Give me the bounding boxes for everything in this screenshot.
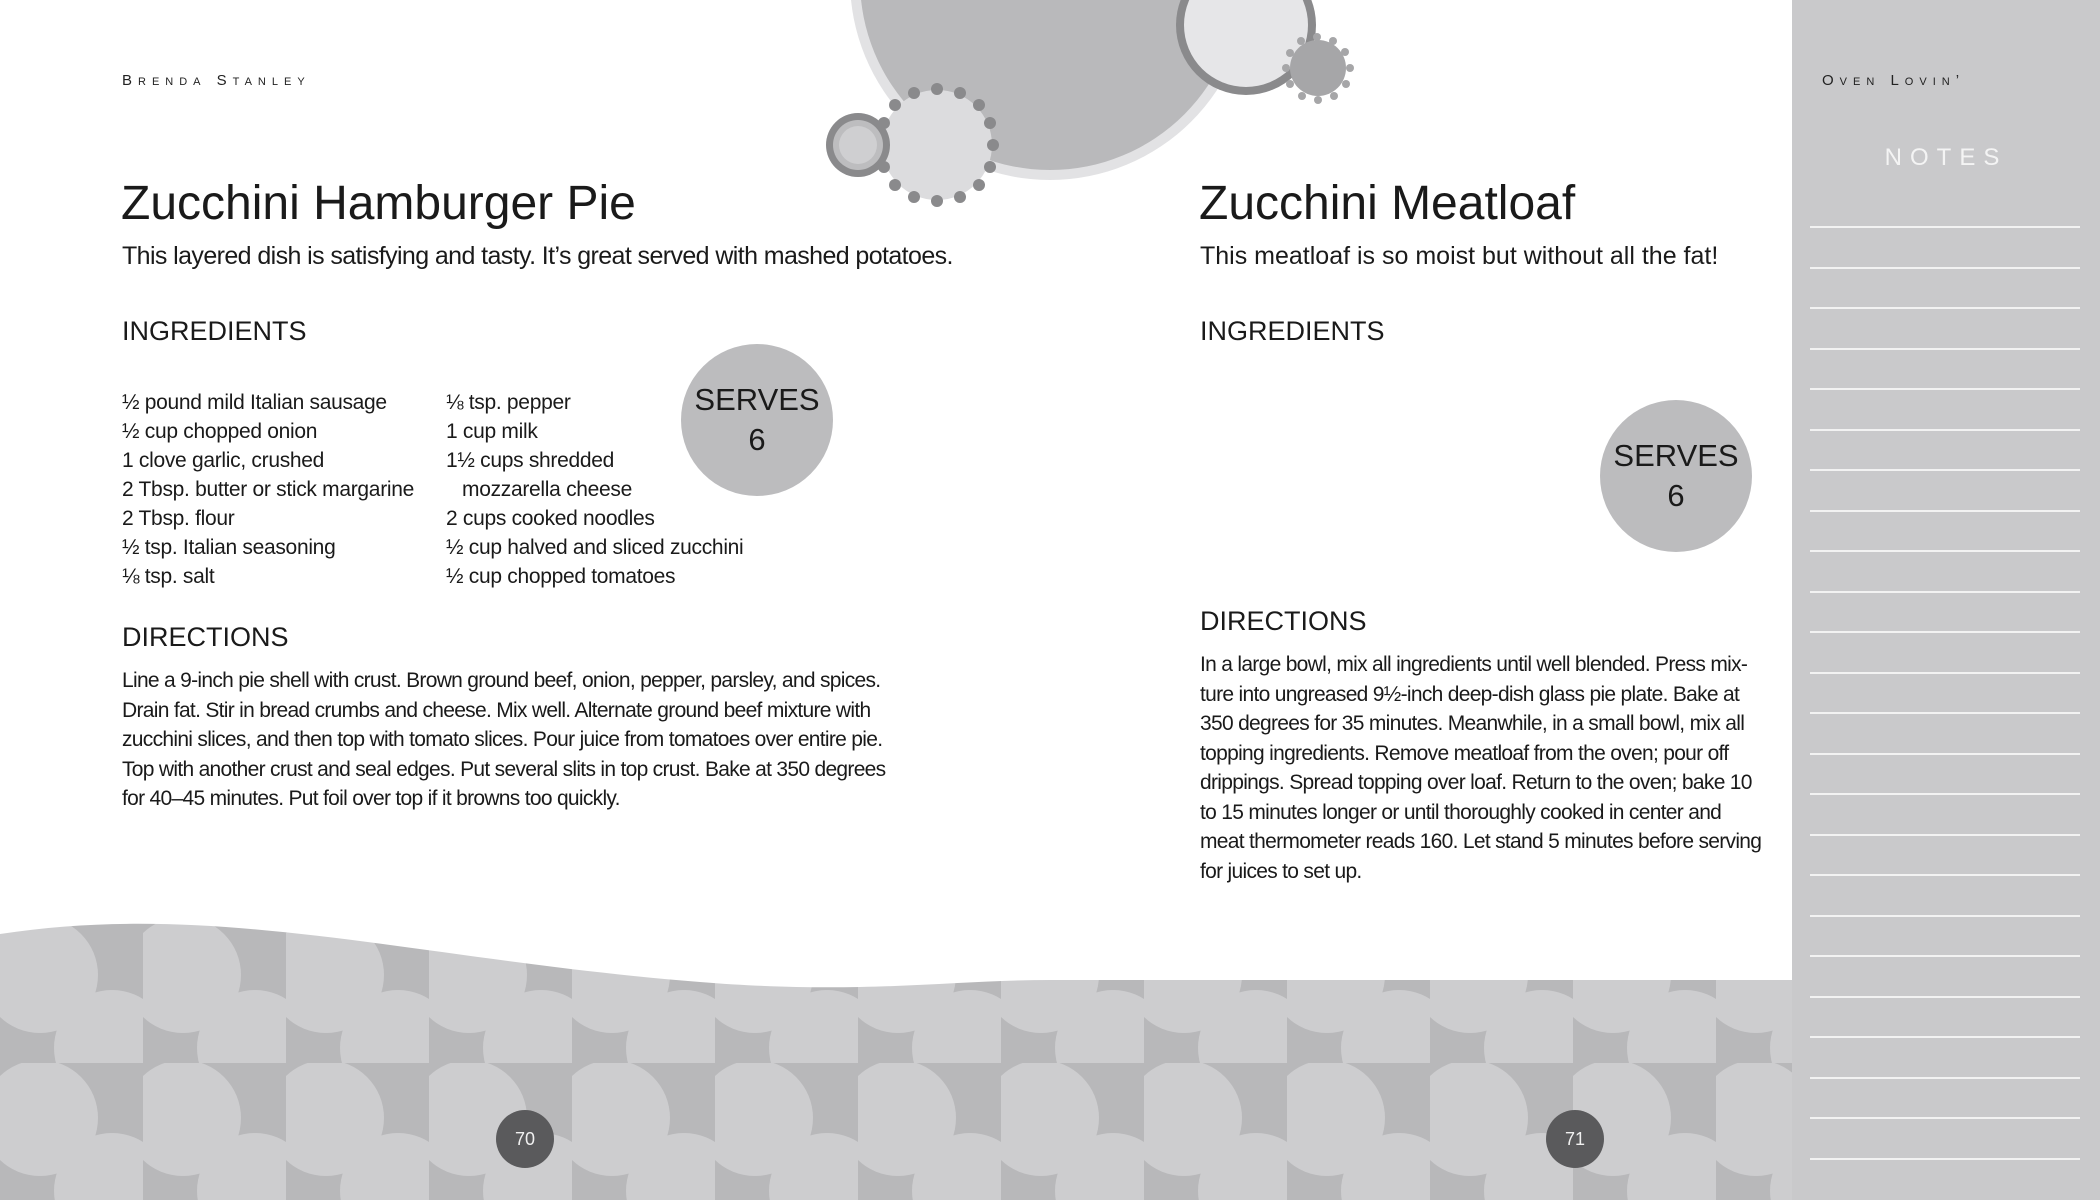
ingredient-item: ½ cup chopped tomatoes — [446, 565, 676, 588]
right-ingredients-heading: INGREDIENTS — [1200, 316, 1385, 346]
notes-rule-line — [1810, 955, 2080, 957]
right-directions-text — [1200, 650, 1770, 886]
notes-rule-line — [1810, 550, 2080, 552]
notes-rule-line — [1810, 1117, 2080, 1119]
right-recipe-subtitle: This meatloaf is so moist but without all the fat! — [1200, 242, 1719, 270]
right-page-number: 71 — [1546, 1110, 1604, 1168]
ingredient-item: mozzarella cheese — [462, 478, 632, 501]
polka-dot-band — [0, 920, 1792, 1200]
directions-line: Line a 9-inch pie shell with crust. Brown ground beef, onion, pepper, parsley, and spices. — [122, 669, 881, 692]
right-directions-heading: DIRECTIONS — [1200, 606, 1367, 636]
notes-rule-line — [1810, 753, 2080, 755]
ingredient-item: 1 cup milk — [446, 420, 538, 443]
ingredient-item: 2 Tbsp. butter or stick margarine — [122, 478, 415, 501]
notes-rule-line — [1810, 307, 2080, 309]
ingredient-item: ½ pound mild Italian sausage — [122, 391, 387, 414]
directions-line: Top with another crust and seal edges. Put several slits in top crust. Bake at 350 degrees — [122, 757, 886, 781]
right-recipe-title: Zucchini Meatloaf — [1199, 177, 1576, 230]
notes-rule-line — [1810, 510, 2080, 512]
ingredient-item: ½ tsp. Italian seasoning — [122, 536, 336, 559]
notes-rule-line — [1810, 874, 2080, 876]
ingredient-item: ½ cup chopped onion — [122, 420, 318, 443]
directions-line: drippings. Spread topping over loaf. Return to the oven; bake 10 — [1200, 771, 1752, 794]
directions-line: Drain fat. Stir in bread crumbs and cheese. Mix well. Alternate ground beef mixture with — [122, 698, 871, 722]
notes-panel — [1792, 0, 2100, 1200]
ingredient-item: 2 cups cooked noodles — [446, 507, 655, 530]
left-ingredients-col1 — [122, 388, 414, 591]
notes-rule-line — [1810, 1077, 2080, 1079]
notes-title: NOTES — [1884, 144, 2008, 171]
notes-rule-line — [1810, 469, 2080, 471]
left-recipe-title: Zucchini Hamburger Pie — [121, 177, 636, 230]
notes-rule-line — [1810, 429, 2080, 431]
serves-count: 6 — [1667, 478, 1685, 513]
directions-line: topping ingredients. Remove meatloaf from the oven; pour off — [1200, 741, 1729, 765]
notes-rule-line — [1810, 267, 2080, 269]
directions-line: zucchini slices, and then top with tomato slices. Pour juice from tomatoes over entire pie. — [122, 728, 883, 751]
notes-rule-line — [1810, 712, 2080, 714]
ingredient-item: ⅛ tsp. pepper — [446, 391, 571, 414]
left-serves-badge — [681, 344, 833, 496]
notes-rule-line — [1810, 388, 2080, 390]
ingredient-item: 1 clove garlic, crushed — [122, 449, 325, 472]
directions-line: 350 degrees for 35 minutes. Meanwhile, in a small bowl, mix all — [1200, 712, 1745, 735]
left-directions-heading: DIRECTIONS — [122, 622, 289, 652]
notes-rule-line — [1810, 672, 2080, 674]
notes-rule-line — [1810, 996, 2080, 998]
ingredient-item: ⅛ tsp. salt — [122, 565, 215, 588]
notes-rule-line — [1810, 226, 2080, 228]
directions-line: for 40–45 minutes. Put foil over top if it browns too quickly. — [122, 787, 620, 810]
right-serves-badge — [1600, 400, 1752, 552]
notes-rule-line — [1810, 348, 2080, 350]
ingredient-item: 1½ cups shredded — [446, 449, 614, 472]
left-header: Brenda Stanley — [122, 72, 311, 89]
notes-rule-line — [1810, 1158, 2080, 1160]
serves-count: 6 — [748, 422, 766, 457]
notes-rule-line — [1810, 591, 2080, 593]
directions-line: meat thermometer reads 160. Let stand 5 minutes before serving — [1200, 830, 1762, 853]
serves-label: SERVES — [1613, 438, 1739, 473]
ingredient-item: ½ cup halved and sliced zucchini — [446, 536, 744, 559]
directions-line: to 15 minutes longer or until thoroughly cooked in center and — [1200, 800, 1722, 824]
directions-line: In a large bowl, mix all ingredients until well blended. Press mix- — [1200, 653, 1748, 676]
notes-rule-line — [1810, 793, 2080, 795]
notes-rule-line — [1810, 631, 2080, 633]
notes-rule-line — [1810, 915, 2080, 917]
right-header: Oven Lovin’ — [1822, 72, 1966, 89]
left-ingredients-heading: INGREDIENTS — [122, 316, 307, 346]
left-recipe-subtitle: This layered dish is satisfying and tasty. It’s great served with mashed potatoes. — [122, 242, 953, 270]
notes-rule-line — [1810, 834, 2080, 836]
left-directions-text — [122, 666, 912, 814]
left-page-number: 70 — [496, 1110, 554, 1168]
serves-label: SERVES — [694, 382, 820, 417]
directions-line: ture into ungreased 9½-inch deep-dish glass pie plate. Bake at — [1200, 682, 1740, 706]
notes-rule-line — [1810, 1036, 2080, 1038]
directions-line: for juices to set up. — [1200, 859, 1362, 883]
ingredient-item: 2 Tbsp. flour — [122, 507, 235, 530]
